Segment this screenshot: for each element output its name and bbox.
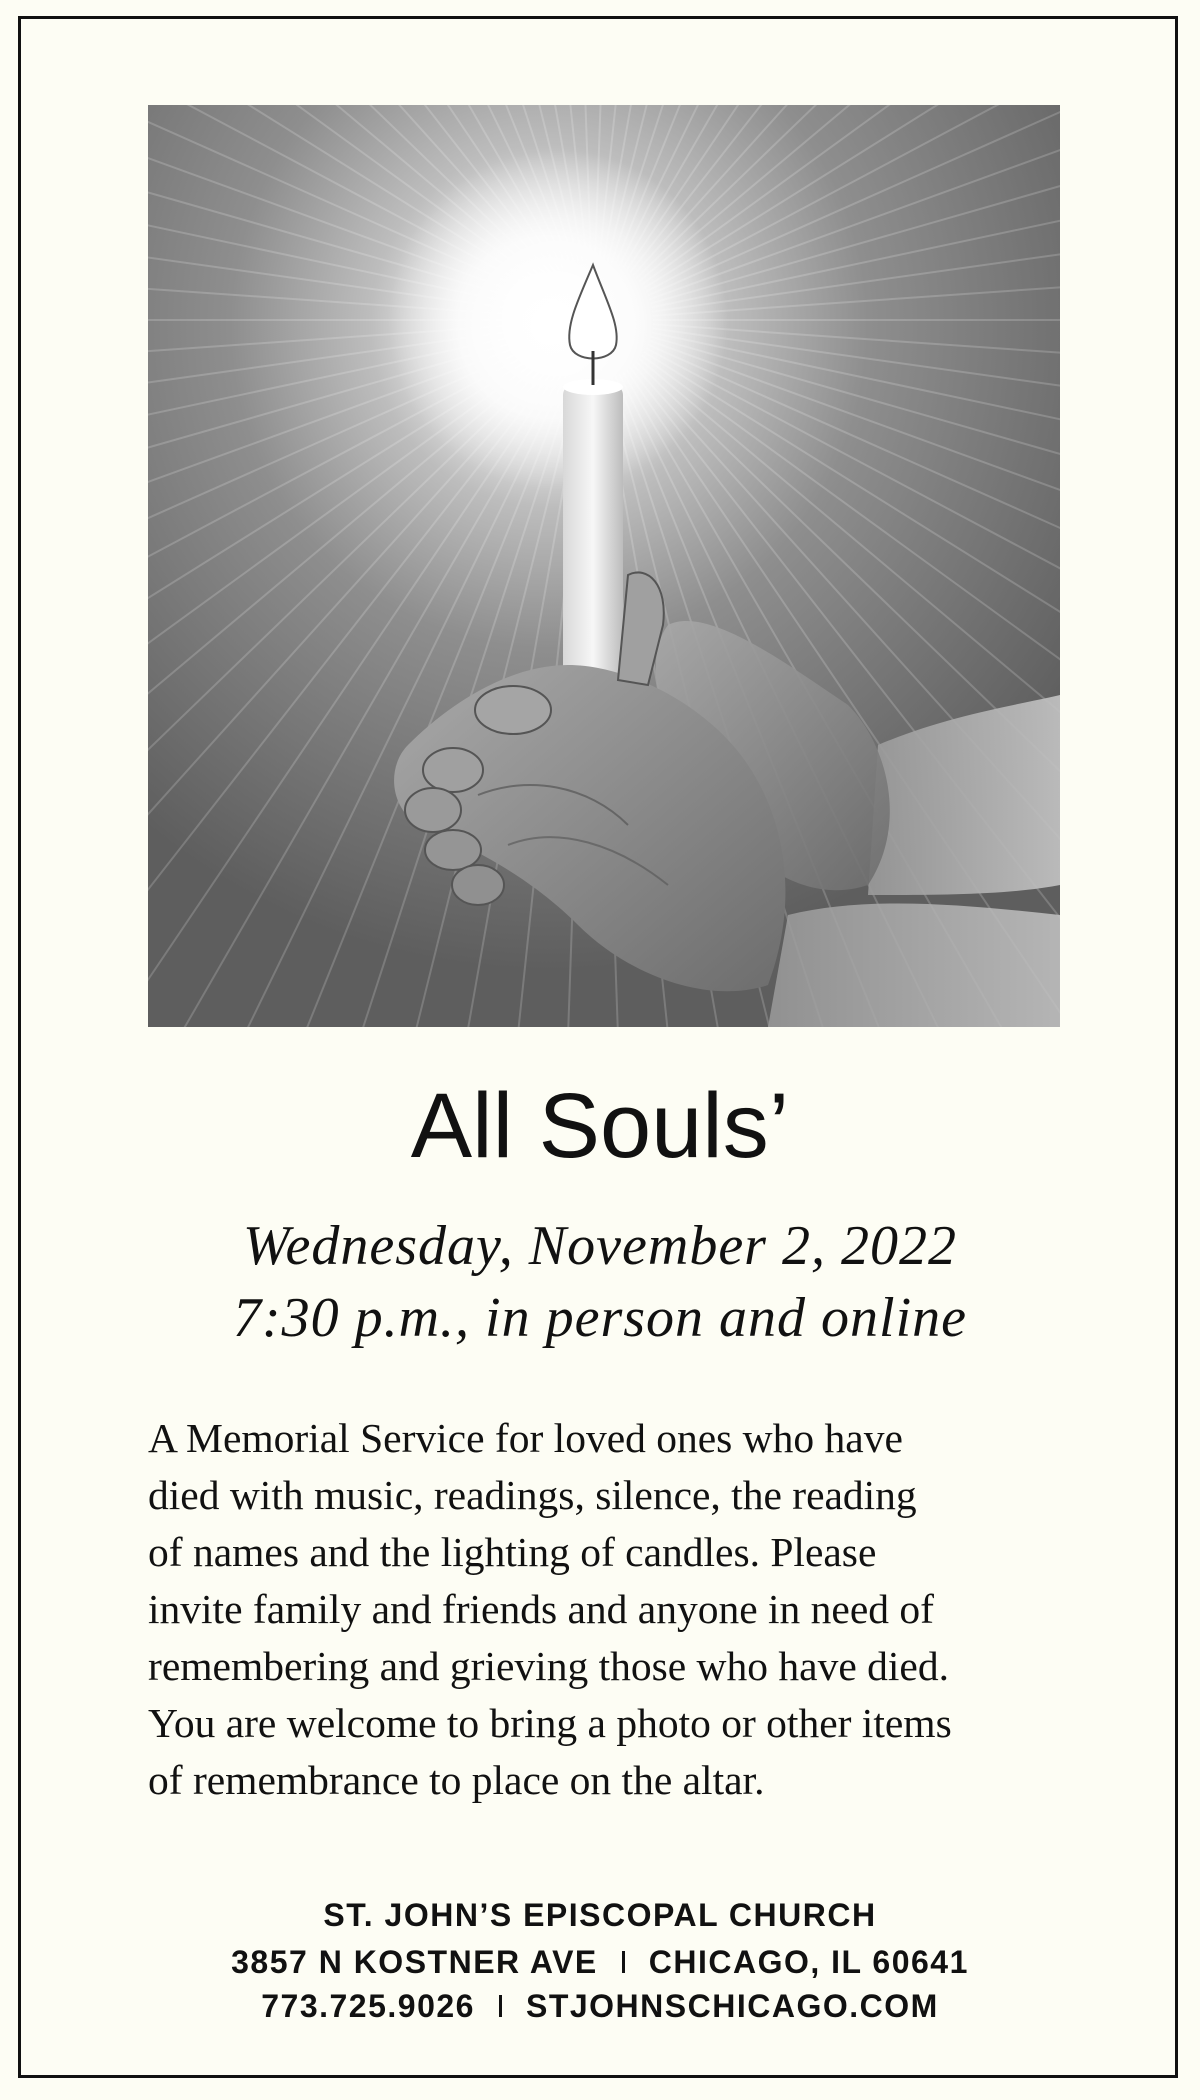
- separator-bar: [622, 1951, 625, 1973]
- church-street: 3857 N KOSTNER AVE: [231, 1944, 598, 1980]
- description-line: You are welcome to bring a photo or other items: [148, 1700, 952, 1746]
- candle-hands-illustration-svg: [148, 105, 1060, 1027]
- event-time: 7:30 p.m., in person and online: [232, 1287, 968, 1349]
- church-website-link[interactable]: STJOHNSCHICAGO.COM: [525, 1988, 939, 2024]
- church-phone[interactable]: 773.725.9026: [261, 1988, 475, 2024]
- event-title: All Souls’: [410, 1075, 790, 1177]
- description-line: invite family and friends and anyone in need of: [148, 1586, 934, 1632]
- church-name: ST. JOHN’S EPISCOPAL CHURCH: [323, 1897, 877, 1933]
- description-line: of names and the lighting of candles. Please: [148, 1529, 877, 1575]
- separator-bar: [499, 1995, 502, 2017]
- church-contact-line: [0, 1990, 1200, 2022]
- description-line: remembering and grieving those who have died.: [148, 1643, 949, 1689]
- description-line: of remembrance to place on the altar.: [148, 1757, 765, 1803]
- church-address-line: [0, 1946, 1200, 1978]
- candle-hands-illustration: [148, 105, 1060, 1027]
- description-line: A Memorial Service for loved ones who have: [148, 1415, 903, 1461]
- event-description: [148, 1410, 1098, 1809]
- church-city: CHICAGO, IL 60641: [648, 1944, 969, 1980]
- event-date: Wednesday, November 2, 2022: [243, 1215, 957, 1277]
- description-line: died with music, readings, silence, the reading: [148, 1472, 917, 1518]
